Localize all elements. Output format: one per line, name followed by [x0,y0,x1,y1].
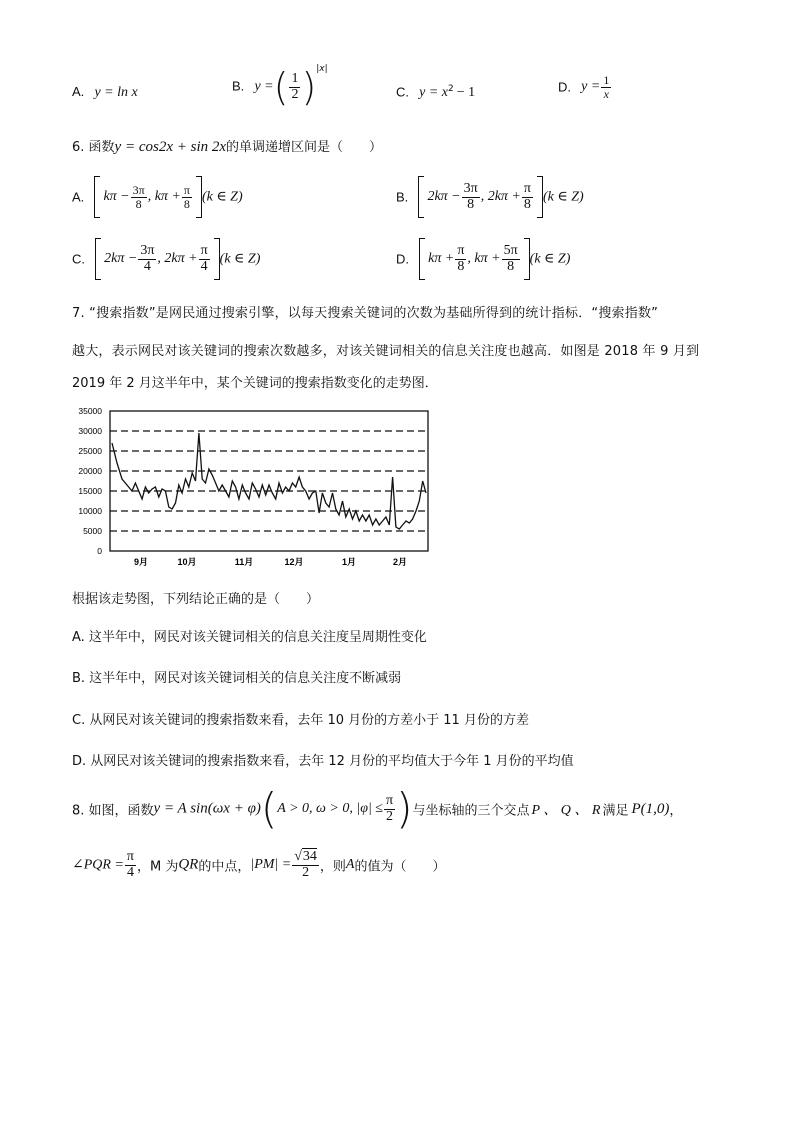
fraction: $\frac{1}{2}$ [291,70,299,102]
fraction: $\frac{3\pi}{8}$ [463,180,478,212]
x-tick-label: 2月 [392,557,408,567]
x-axis-ticks [134,557,407,567]
option-expr: y = ln x [94,85,138,100]
left-paren: ( [273,65,289,109]
search-index-line [112,433,426,529]
q5-option-c[interactable] [396,84,475,101]
option-expr: y = [581,79,601,95]
y-tick-label: 5000 [83,526,102,536]
option-expr: y = x [419,85,449,101]
q8-function: y = A sin(ωx + φ) [153,800,261,817]
q7-stem-line-1: 7. “搜索指数”是网民通过搜索引擎，以每天搜索关键词的次数为基础所得到的统计指标．“搜索指数” [72,306,659,321]
fraction: $\frac{\pi}{8}$ [523,180,531,212]
fraction: $\frac{\pi}{8}$ [183,182,190,211]
option-label: C. [396,84,409,100]
fraction: $\frac{3\pi}{4}$ [140,242,155,274]
option-expr-tail: − 1 [456,85,476,101]
left-paren: ( [260,784,278,833]
right-paren: ) [301,65,317,109]
option-label: D. [558,79,571,95]
q6-option-a[interactable]: A. kπ − $\frac{3\pi}{8}$ , kπ + $\frac{\pi}{8}$ (k ∈ Z) [72,176,243,218]
x-tick-label: 10月 [177,557,197,567]
sqrt-fraction: $\frac{√34}{2}$ [294,849,317,880]
option-label: B. [232,78,245,94]
left-bracket [419,238,425,280]
q8-line-1: 8. 如图，函数y = A sin(ωx + φ)(A > 0, ω > 0, |φ| ≤ $\frac{\pi}{2}$ )与坐标轴的三个交点 P 、 Q 、 R 满足 P(1,0)， [72,784,683,833]
fraction: $\frac{\pi}{4}$ [200,242,208,274]
fraction: $\frac{\pi}{2}$ [385,792,394,824]
right-paren: ) [396,784,413,833]
q7-option-b[interactable]: B. 这半年中，网民对该关键词相关的信息关注度不断减弱 [72,671,402,686]
plot-frame [110,411,428,551]
q5-option-d[interactable] [558,74,612,100]
q5-option-b[interactable] [232,64,328,109]
y-tick-label: 0 [97,546,102,556]
q6-option-b[interactable]: B. 2kπ − $\frac{3\pi}{8}$ , 2kπ + $\frac{\pi}{8}$ (k ∈ Z) [396,176,584,218]
y-tick-label: 30000 [78,426,102,436]
x-tick-label: 12月 [284,557,304,567]
option-label: D. [396,251,409,267]
q6-option-d[interactable]: D. kπ + $\frac{\pi}{8}$ , kπ + $\frac{5\pi}{8}$ (k ∈ Z) [396,238,570,280]
q7-question: 根据该走势图，下列结论正确的是（ ） [72,592,320,607]
q7-stem-line-3: 2019 年 2 月这半年中，某个关键词的搜索指数变化的走势图． [72,376,438,391]
left-bracket [95,238,101,280]
q7-option-d[interactable]: D. 从网民对该关键词的搜索指数来看，去年 12 月份的平均值大于今年 1 月份的平均值 [72,754,574,769]
option-label: C. [72,251,85,267]
y-tick-label: 10000 [78,506,102,516]
q7-stem-line-2: 越大，表示网民对该关键词的搜索次数越多，对该关键词相关的信息关注度也越高．如图是 2018 年 9 月到 [72,344,700,359]
option-label: A. [72,189,85,205]
x-tick-label: 11月 [234,557,254,567]
q7-option-c[interactable]: C. 从网民对该关键词的搜索指数来看，去年 10 月份的方差小于 11 月份的方差 [72,713,529,728]
left-bracket [418,176,424,218]
q6-option-c[interactable]: C. 2kπ − $\frac{3\pi}{4}$ , 2kπ + $\frac{\pi}{4}$ (k ∈ Z) [72,238,260,280]
option-expr: y = [254,79,274,94]
y-tick-label: 35000 [78,406,102,416]
q6-stem: 6. 函数y = cos2x + sin 2x的单调递增区间是（ ） [72,139,383,155]
search-index-chart [66,404,436,569]
y-tick-label: 20000 [78,466,102,476]
fraction: $\frac{1}{x}$ [603,73,610,101]
y-tick-label: 25000 [78,446,102,456]
y-tick-label: 15000 [78,486,102,496]
q7-option-a[interactable]: A. 这半年中，网民对该关键词相关的信息关注度呈周期性变化 [72,630,427,645]
option-label: A. [72,84,85,99]
x-tick-label: 9月 [133,557,149,567]
fraction: $\frac{\pi}{8}$ [457,242,465,274]
x-tick-label: 1月 [341,557,357,567]
y-axis-ticks [78,406,102,556]
chart-gridlines [110,431,428,531]
exponent: 2 [448,84,454,94]
q6-function: y = cos2x + sin 2x [114,139,227,155]
option-label: B. [396,189,409,205]
exponent: |x| [316,64,328,74]
left-bracket [94,176,100,218]
q5-option-a[interactable] [72,84,138,101]
fraction: $\frac{\pi}{4}$ [126,849,134,880]
fraction: $\frac{3\pi}{8}$ [132,182,145,211]
q8-line-2: ∠PQR = $\frac{\pi}{4}$ ，M 为QR的中点，|PM| = $\frac{√34}{2}$ ，则A的值为（ ） [72,849,446,880]
fraction: $\frac{5\pi}{8}$ [503,242,518,274]
